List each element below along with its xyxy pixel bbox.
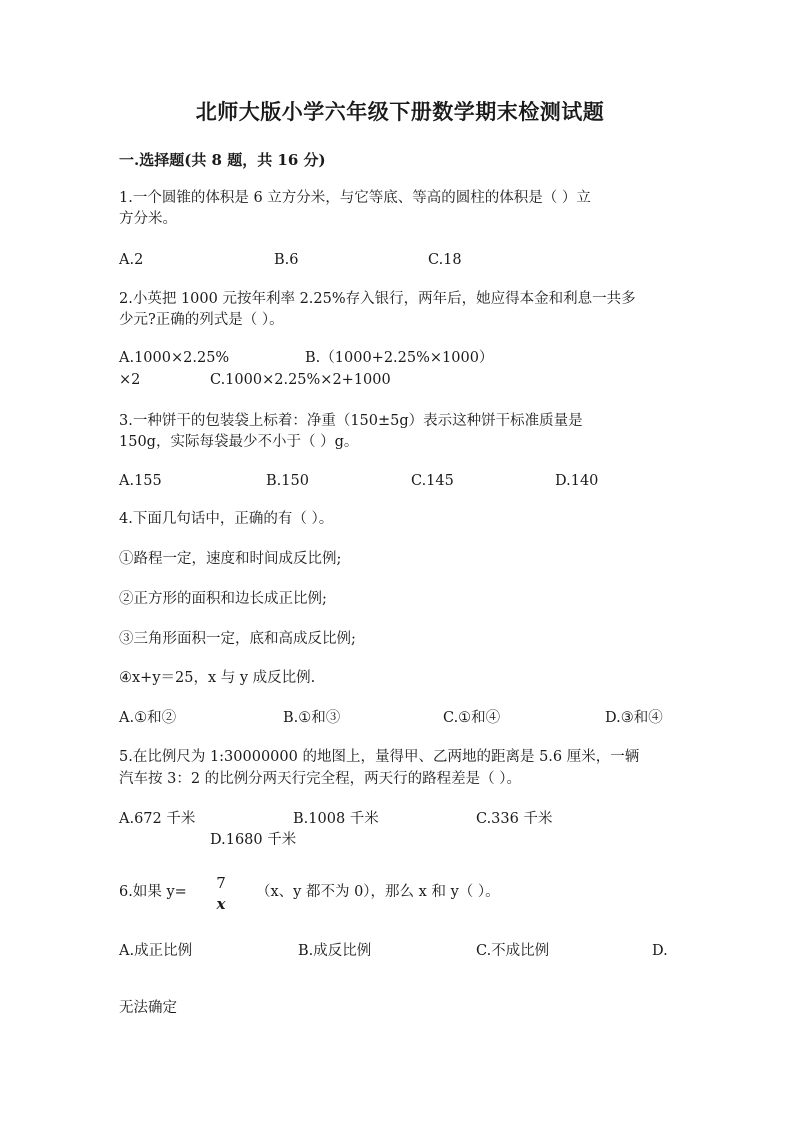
question-1-option-a: A.2 xyxy=(119,252,144,268)
question-1-option-b: B.6 xyxy=(274,252,299,268)
question-6-option-d: D. xyxy=(652,943,668,959)
question-2-option-c: C.1000×2.25%×2+1000 xyxy=(210,372,391,388)
fraction-denominator: x xyxy=(216,895,226,913)
question-5-option-c: C.336 千米 xyxy=(476,811,553,827)
question-4-option-c: C.①和④ xyxy=(443,710,501,726)
question-3-option-d: D.140 xyxy=(555,473,599,489)
question-4-option-b: B.①和③ xyxy=(283,710,341,726)
question-3-option-b: B.150 xyxy=(266,473,309,489)
question-5-option-b: B.1008 千米 xyxy=(293,811,379,827)
question-6-option-d-continued: 无法确定 xyxy=(119,1000,177,1016)
question-4-option-d: D.③和④ xyxy=(605,710,663,726)
question-6-option-b: B.成反比例 xyxy=(298,943,372,959)
question-6-option-c: C.不成比例 xyxy=(476,943,550,959)
question-2-option-a: A.1000×2.25% xyxy=(119,350,230,366)
question-4-stem: 4.下面几句话中，正确的有（ ）。 xyxy=(119,511,334,527)
question-4-statement-3: ③三角形面积一定，底和高成反比例; xyxy=(119,631,356,647)
question-5-stem-line-2: 汽车按 3：2 的比例分两天行完全程，两天行的路程差是（ ）。 xyxy=(119,771,522,787)
page-title: 北师大版小学六年级下册数学期末检测试题 xyxy=(195,99,605,124)
question-5-option-d: D.1680 千米 xyxy=(210,832,297,848)
question-2-stem-line-1: 2.小英把 1000 元按年利率 2.25%存入银行，两年后，她应得本金和利息一共多 xyxy=(119,291,636,307)
question-1-option-c: C.18 xyxy=(428,252,462,268)
question-2-stem-line-2: 少元?正确的列式是（ ）。 xyxy=(119,312,284,328)
question-4-statement-1: ①路程一定，速度和时间成反比例; xyxy=(119,551,342,567)
question-4-option-a: A.①和② xyxy=(119,710,177,726)
question-2-option-b-continued: ×2 xyxy=(119,372,141,388)
question-1-stem-line-2: 方分米。 xyxy=(119,211,177,227)
question-1-stem-line-1: 1.一个圆锥的体积是 6 立方分米，与它等底、等高的圆柱的体积是（ ）立 xyxy=(119,190,591,206)
question-4-statement-2: ②正方形的面积和边长成正比例; xyxy=(119,591,327,607)
fraction-numerator: 7 xyxy=(216,874,226,892)
question-3-option-a: A.155 xyxy=(119,473,162,489)
question-5-stem-line-1: 5.在比例尺为 1:30000000 的地图上，量得甲、乙两地的距离是 5.6 厘米，一辆 xyxy=(119,749,640,765)
question-4-statement-4: ④x+y＝25，x 与 y 成反比例. xyxy=(119,670,316,686)
question-3-stem-line-2: 150g，实际每袋最少不小于（ ）g。 xyxy=(119,434,359,450)
question-3-option-c: C.145 xyxy=(411,473,454,489)
section-heading: 一.选择题(共 8 题，共 16 分) xyxy=(119,151,326,169)
question-3-stem-line-1: 3.一种饼干的包装袋上标着：净重（150±5g）表示这种饼干标准质量是 xyxy=(119,413,583,429)
question-6-stem-suffix: （x、y 都不为 0），那么 x 和 y（ ）。 xyxy=(256,884,500,900)
question-5-option-a: A.672 千米 xyxy=(119,811,196,827)
question-6-option-a: A.成正比例 xyxy=(119,943,193,959)
question-6-stem-prefix: 6.如果 y= xyxy=(119,884,187,900)
fraction-seven-over-x xyxy=(210,876,232,912)
question-2-option-b: B.（1000+2.25%×1000） xyxy=(305,350,494,366)
